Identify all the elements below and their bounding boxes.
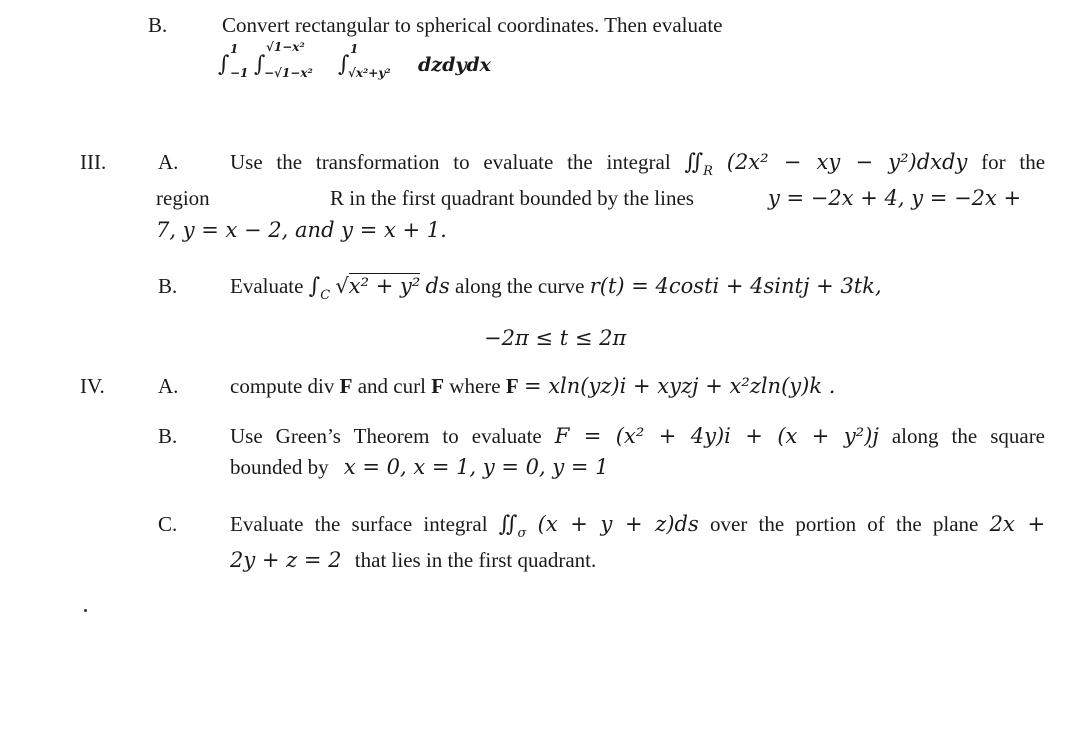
iv-a-and-text: and curl xyxy=(357,374,426,398)
iv-c-label: C. xyxy=(158,512,178,536)
double-integral-icon: ∬ xyxy=(684,150,704,175)
iii-a-line2-math: y = −2x + 4, y = −2x + xyxy=(768,186,1022,210)
iv-b-field: F = (x² + 4y)i + (x + y²)j xyxy=(554,424,879,448)
iii-b-line xyxy=(230,274,882,303)
middle-lower-limit: −√1−x² xyxy=(264,66,313,80)
ds-symbol: ds xyxy=(425,274,450,298)
iii-b-parameter-range: −2π ≤ t ≤ 2π xyxy=(484,326,627,350)
section-iv-numeral: IV. xyxy=(80,374,105,398)
inner-lower-limit: √x²+y² xyxy=(348,66,391,80)
iv-c-text: Evaluate the surface integral xyxy=(230,512,488,536)
line-integral-icon: ∫ xyxy=(308,274,321,299)
outer-lower-limit: −1 xyxy=(230,66,249,80)
outer-upper-limit: 1 xyxy=(230,42,239,56)
sqrt-expression xyxy=(335,273,420,298)
iv-a-compute-text: compute div xyxy=(230,374,335,398)
sqrt-icon: √ xyxy=(335,274,349,298)
iv-c-plane-start: 2x + xyxy=(989,512,1046,536)
radicand: x² + y² xyxy=(348,274,421,298)
iv-b-bounded-text: bounded by xyxy=(230,455,329,479)
iv-a-line xyxy=(230,374,835,399)
iii-b-curve: r(t) = 4costi + 4sintj + 3tk, xyxy=(589,274,882,298)
iv-c-over-text: over the portion of the plane xyxy=(710,512,979,536)
surface-subscript: σ xyxy=(517,526,527,541)
iv-c-plane-end: 2y + z = 2 xyxy=(230,548,342,572)
curve-subscript: C xyxy=(320,288,331,303)
iii-a-line1-tail: for the xyxy=(981,150,1046,174)
iii-a-line1 xyxy=(230,150,1046,179)
iv-a-formula: = xln(yz)i + xyzj + x²zln(y)k . xyxy=(523,374,836,398)
iv-a-where-text: where xyxy=(449,374,501,398)
ii-b-label: B. xyxy=(148,13,168,37)
iii-a-region-word: region xyxy=(156,186,210,210)
vector-field-symbol: F xyxy=(431,374,445,398)
iv-c-integrand: (x + y + z)ds xyxy=(537,512,699,536)
iii-b-label: B. xyxy=(158,274,178,298)
inner-upper-limit: 1 xyxy=(350,42,359,56)
iv-b-line2 xyxy=(230,455,609,480)
iv-b-label: B. xyxy=(158,424,178,448)
iv-c-quadrant-text: that lies in the first quadrant. xyxy=(354,548,597,572)
stray-dot xyxy=(84,609,87,612)
vector-field-symbol: F xyxy=(339,374,353,398)
iv-b-square-bounds: x = 0, x = 1, y = 0, y = 1 xyxy=(343,455,609,479)
section-iii-numeral: III. xyxy=(80,150,107,174)
iii-a-label: A. xyxy=(158,150,179,174)
iv-b-text: Use Green’s Theorem to evaluate xyxy=(230,424,542,448)
region-subscript: R xyxy=(703,164,713,179)
iii-b-along-text: along the curve xyxy=(455,274,585,298)
integral-sign-icon: ∫ xyxy=(338,52,350,77)
iii-a-line3-math: 7, y = x − 2, and y = x + 1. xyxy=(156,218,447,242)
iv-c-line1 xyxy=(230,512,1046,541)
integral-sign-icon: ∫ xyxy=(218,52,230,77)
ii-b-integrand: dzdydx xyxy=(418,54,492,76)
iv-a-label: A. xyxy=(158,374,179,398)
iii-a-intro-text: Use the transformation to evaluate the integral xyxy=(230,150,671,174)
ii-b-triple-integral xyxy=(218,40,518,88)
iv-b-tail: along the square xyxy=(891,424,1046,448)
iii-a-line2-text: R in the first quadrant bounded by the lines xyxy=(330,186,694,210)
integral-sign-icon: ∫ xyxy=(254,52,266,77)
surface-integral-icon: ∬ xyxy=(498,512,518,537)
ii-b-instruction: Convert rectangular to spherical coordinates. Then evaluate xyxy=(222,13,723,37)
iv-b-line1 xyxy=(230,424,1045,449)
middle-upper-limit: √1−x² xyxy=(266,40,305,54)
iv-c-line2 xyxy=(230,548,596,573)
iii-a-integrand: (2x² − xy − y²)dxdy xyxy=(726,150,968,174)
vector-field-symbol: F xyxy=(505,374,519,398)
iii-b-evaluate-text: Evaluate xyxy=(230,274,304,298)
